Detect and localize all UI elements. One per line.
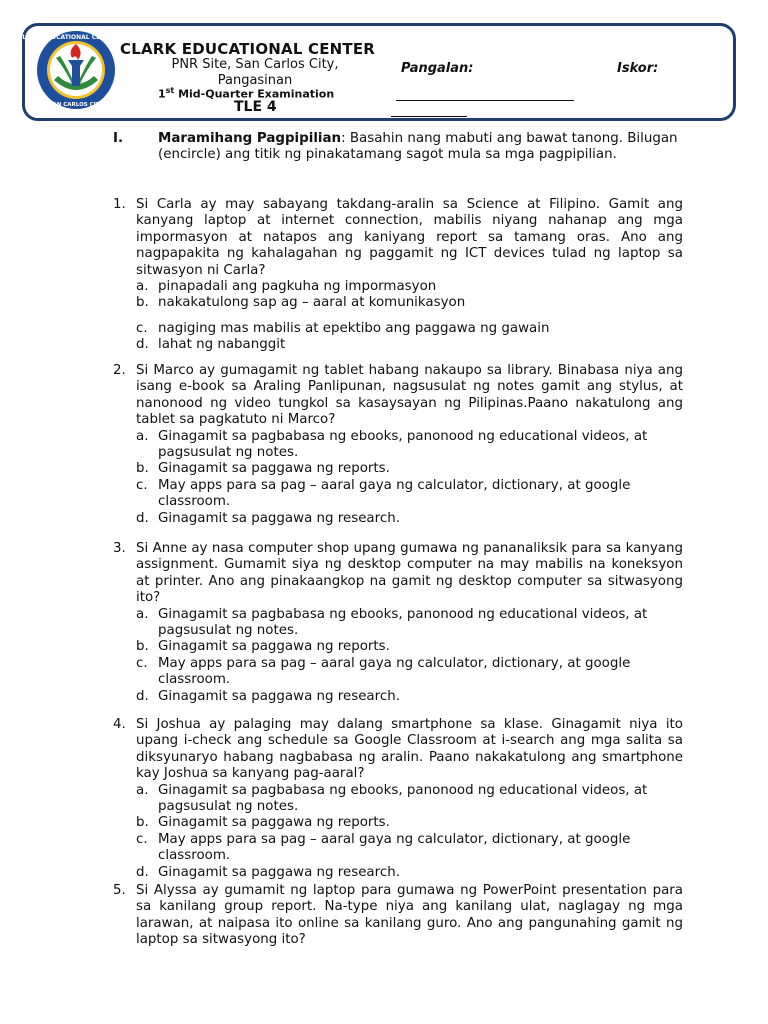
option-letter: d. <box>136 864 149 880</box>
option-a[interactable] <box>136 783 683 816</box>
section-instructions-text: : Basahin nang mabuti ang bawat tanong. Bilugan (encircle) ang titik ng pinakatamang sagot mula sa mga pagpipilian. <box>158 131 678 163</box>
section-number: I. <box>113 131 124 146</box>
question-3 <box>113 541 683 705</box>
option-a[interactable] <box>136 607 683 640</box>
option-letter: d. <box>136 688 149 704</box>
address-line-1: PNR Site, San Carlos City, <box>171 57 339 72</box>
option-text: Ginagamit sa paggawa ng reports. <box>158 815 390 831</box>
option-d[interactable] <box>136 865 683 881</box>
option-text: Ginagamit sa paggawa ng research. <box>158 864 400 880</box>
option-letter: a. <box>136 279 149 295</box>
option-d[interactable] <box>136 337 683 353</box>
question-number: 3. <box>113 541 126 556</box>
option-text: Ginagamit sa pagbabasa ng ebooks, panonood ng educational videos, at pagsusulat ng notes. <box>158 428 648 461</box>
option-b[interactable] <box>136 461 683 477</box>
option-letter: d. <box>136 337 149 353</box>
option-text: Ginagamit sa paggawa ng reports. <box>158 639 390 655</box>
option-d[interactable] <box>136 511 683 527</box>
option-d[interactable] <box>136 689 683 705</box>
name-label: Pangalan: <box>401 61 474 76</box>
question-number: 2. <box>113 363 126 378</box>
option-c[interactable] <box>136 321 683 337</box>
question-stem: Si Joshua ay palaging may dalang smartphone sa klase. Ginagamit niya ito upang i-check ang schedule sa Google Classroom at i-search ang mga salita sa diksyunaryo habang nagbabasa ng aralin. Paano nakakatulong ang smartphone kay Joshua sa kanyang pag-aaral? <box>136 717 683 782</box>
option-letter: a. <box>136 606 149 622</box>
exam-ordinal: 1 <box>158 87 166 101</box>
option-text: Ginagamit sa paggawa ng research. <box>158 510 400 526</box>
svg-text:SAN CARLOS CITY: SAN CARLOS CITY <box>48 102 104 108</box>
option-letter: c. <box>136 655 148 671</box>
option-letter: a. <box>136 428 149 444</box>
option-c[interactable] <box>136 832 683 865</box>
question-number: 1. <box>113 197 126 212</box>
option-b[interactable] <box>136 815 683 831</box>
question-number: 4. <box>113 717 126 732</box>
option-letter: c. <box>136 477 148 493</box>
option-text: nagiging mas mabilis at epektibo ang paggawa ng gawain <box>158 320 550 336</box>
subject-title: TLE 4 <box>234 99 277 115</box>
option-text: May apps para sa pag – aaral gaya ng calculator, dictionary, at google classroom. <box>158 831 631 864</box>
option-letter: b. <box>136 815 149 831</box>
option-letter: c. <box>136 320 148 336</box>
option-text: Ginagamit sa paggawa ng reports. <box>158 461 390 477</box>
question-2 <box>113 363 683 527</box>
option-text: pinapadali ang pagkuha ng impormasyon <box>158 279 437 295</box>
question-number: 5. <box>113 883 126 898</box>
option-text: Ginagamit sa paggawa ng research. <box>158 688 400 704</box>
option-letter: c. <box>136 831 148 847</box>
option-c[interactable] <box>136 656 683 689</box>
option-b[interactable] <box>136 295 683 311</box>
option-text: May apps para sa pag – aaral gaya ng calculator, dictionary, at google classroom. <box>158 655 631 688</box>
option-c[interactable] <box>136 478 683 511</box>
exam-ordinal-suffix: st <box>165 86 175 95</box>
svg-text:CLARK EDUCATIONAL CENTER INC.: CLARK EDUCATIONAL CENTER INC. <box>17 34 135 41</box>
question-5 <box>113 883 683 949</box>
question-1 <box>113 197 683 354</box>
section-instructions <box>158 131 678 164</box>
option-text: Ginagamit sa pagbabasa ng ebooks, panonood ng educational videos, at pagsusulat ng notes. <box>158 606 648 639</box>
option-letter: b. <box>136 295 149 311</box>
question-stem: Si Alyssa ay gumamit ng laptop para gumawa ng PowerPoint presentation para sa kanilang group report. Na-type niya ang kanilang ulat, naglagay ng mga larawan, at naipasa ito online sa kanilang guro. Ano ang pangunahing gamit ng laptop sa sitwasyong ito? <box>136 883 683 948</box>
school-seal-logo <box>17 30 135 110</box>
question-stem: Si Carla ay may sabayang takdang-aralin sa Science at Filipino. Gamit ang kanyang laptop at internet connection, mabilis niyang nahanap ang mga impormasyon at natapos ang kaniyang report sa tamang oras. Ano ang nagpapakita ng kahalagahan ng paggamit ng ICT devices tulad ng laptop sa sitwasyon ni Carla? <box>136 197 683 278</box>
option-letter: d. <box>136 510 149 526</box>
address-line-2: Pangasinan <box>217 73 293 88</box>
option-text: nakakatulong sap ag – aaral at komunikasyon <box>158 295 466 311</box>
question-4 <box>113 717 683 881</box>
school-name: CLARK EDUCATIONAL CENTER <box>120 40 376 58</box>
option-a[interactable] <box>136 429 683 462</box>
option-letter: b. <box>136 461 149 477</box>
option-text: lahat ng nabanggit <box>158 337 286 353</box>
option-text: May apps para sa pag – aaral gaya ng calculator, dictionary, at google classroom. <box>158 477 631 510</box>
name-blank-line[interactable] <box>396 100 574 101</box>
option-text: Ginagamit sa pagbabasa ng ebooks, panonood ng educational videos, at pagsusulat ng notes. <box>158 782 648 815</box>
option-letter: a. <box>136 782 149 798</box>
question-stem: Si Anne ay nasa computer shop upang gumawa ng pananaliksik para sa kanyang assignment. Gumamit siya ng desktop computer na may mabilis na koneksyon at printer. Ano ang pinakaangkop na gamit ng desktop computer sa sitwasyong ito? <box>136 541 683 606</box>
option-letter: b. <box>136 639 149 655</box>
school-address <box>150 57 360 89</box>
exam-title-rest: Mid-Quarter Examination <box>174 87 335 101</box>
option-b[interactable] <box>136 639 683 655</box>
question-stem: Si Marco ay gumagamit ng tablet habang nakaupo sa library. Binabasa niya ang isang e-book sa Araling Panlipunan, nagsusulat ng notes gamit ang stylus, at nanonood ng video tungkol sa kasaysayan ng Pilipinas.Paano nakatulong ang tablet sa pagkatuto ni Marco? <box>136 363 683 428</box>
name-blank-line-continued[interactable] <box>391 116 467 117</box>
option-a[interactable] <box>136 279 683 295</box>
section-title: Maramihang Pagpipilian <box>158 131 342 146</box>
score-label: Iskor: <box>617 61 659 76</box>
